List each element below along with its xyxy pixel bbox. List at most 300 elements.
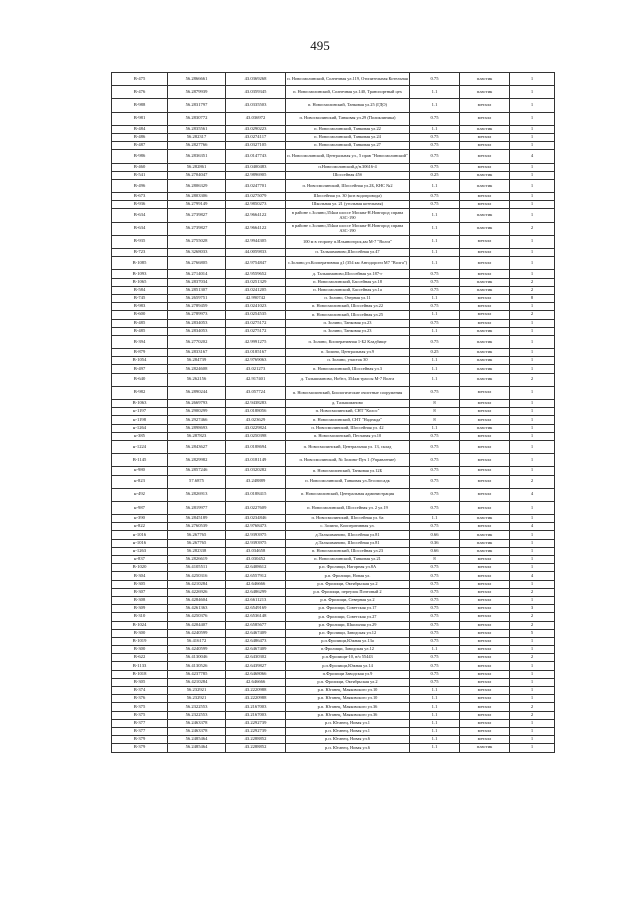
material-cell: металл [460, 386, 510, 399]
table-row [112, 670, 555, 678]
address-cell: п. Золино, Танковая ул.23 [286, 327, 410, 335]
volume-cell: 0.36 [410, 539, 460, 547]
table-row [112, 711, 555, 719]
material-cell: пластик [460, 335, 510, 348]
latitude-cell: 56.4210284 [168, 580, 226, 588]
table-row [112, 86, 555, 99]
material-cell: пластик [460, 531, 510, 539]
table-row [112, 179, 555, 192]
table-row [112, 654, 555, 662]
material-cell: пластик [460, 539, 510, 547]
latitude-cell: 56.2826619 [168, 556, 226, 564]
count-cell: 8 [510, 294, 555, 302]
count-cell: 1 [510, 319, 555, 327]
site-id-cell: н-822 [112, 523, 168, 531]
address-cell: р.п.Фролищи,Южная ул.14 [286, 662, 410, 670]
address-cell: п. Новосмолинский, Танковая ул.Лесопосадк [286, 475, 410, 488]
address-cell: п. Новосмолинский, СНТ "Надежда" [286, 416, 410, 424]
material-cell: металл [460, 150, 510, 163]
table-row [112, 408, 555, 416]
table-row [112, 629, 555, 637]
table-row [112, 171, 555, 179]
count-cell: 1 [510, 454, 555, 467]
table-row [112, 662, 555, 670]
longitude-cell: 42.9559652 [226, 270, 286, 278]
site-id-cell: В-634 [112, 222, 168, 235]
site-id-cell: В-374 [112, 687, 168, 695]
longitude-cell: 43.0234846 [226, 515, 286, 523]
address-cell: п. Новосмолинский, Центральная ул. 13, склад [286, 440, 410, 453]
longitude-cell: 43.0188056 [226, 408, 286, 416]
volume-cell: 0.75 [410, 678, 460, 686]
address-cell: р.п. Фролищи, Советская ул.27 [286, 613, 410, 621]
count-cell: 3 [510, 605, 555, 613]
latitude-cell: 56.2857246 [168, 467, 226, 475]
table-row [112, 163, 555, 171]
site-id-cell: н-987 [112, 501, 168, 514]
count-cell: 1 [510, 547, 555, 555]
longitude-cell: 43.248889 [226, 475, 286, 488]
volume-cell: 0.75 [410, 523, 460, 531]
latitude-cell: 56.4204407 [168, 621, 226, 629]
volume-cell: 0.75 [410, 629, 460, 637]
address-cell: п. Новосмолинский, Танковая ул.12Б [286, 467, 410, 475]
table-row [112, 736, 555, 744]
volume-cell: 0.75 [410, 112, 460, 125]
volume-cell: 1.1 [410, 209, 460, 222]
volume-cell: 0.75 [410, 564, 460, 572]
latitude-cell: 56.2739827 [168, 222, 226, 235]
count-cell: 1 [510, 736, 555, 744]
latitude-cell: 56.2806329 [168, 179, 226, 192]
address-cell: п. Новосмолинский, СНТ "Колос" [286, 408, 410, 416]
site-id-cell: В-634 [112, 209, 168, 222]
material-cell: металл [460, 687, 510, 695]
volume-cell: 1.1 [410, 744, 460, 752]
latitude-cell: 56.2830772 [168, 112, 226, 125]
table-row [112, 125, 555, 133]
longitude-cell: 42.6408612 [226, 564, 286, 572]
address-cell: р.п. Фролищи, Школьная ул.29 [286, 621, 410, 629]
count-cell: 5 [510, 629, 555, 637]
count-cell: 1 [510, 99, 555, 112]
material-cell: металл [460, 303, 510, 311]
volume-cell: 0.75 [410, 432, 460, 440]
count-cell: 1 [510, 386, 555, 399]
longitude-cell: 43.0241205 [226, 286, 286, 294]
table-row [112, 327, 555, 335]
address-cell: п. Новосмолинский, Солнечная ул.140, Транспортный цех [286, 86, 410, 99]
site-id-cell: В-584 [112, 286, 168, 294]
table-row [112, 501, 555, 514]
volume-cell: 0.75 [410, 596, 460, 604]
longitude-cell: 42.9754847 [226, 257, 286, 270]
material-cell: металл [460, 523, 510, 531]
count-cell: 2 [510, 621, 555, 629]
latitude-cell: 56.282317 [168, 133, 226, 141]
volume-cell: 0.75 [410, 133, 460, 141]
count-cell: 1 [510, 171, 555, 179]
address-cell: п. Новосмолинский, Танковая ул.24 [286, 133, 410, 141]
site-id-cell: В-496 [112, 179, 168, 192]
latitude-cell: 56.2879939 [168, 86, 226, 99]
address-cell: р.п. Фролищи, Октябрьская ул.2 [286, 580, 410, 588]
material-cell: металл [460, 662, 510, 670]
volume-cell: 1.1 [410, 257, 460, 270]
longitude-cell: 42.6557912 [226, 572, 286, 580]
latitude-cell: 56.3268033 [168, 249, 226, 257]
address-cell: п.Новосмолинский,д/н.30616-4 [286, 163, 410, 171]
latitude-cell: 56.2789459 [168, 303, 226, 311]
address-cell: р.п. Юганец, Маяковского ул.10 [286, 687, 410, 695]
table-row [112, 73, 555, 86]
latitude-cell: 56.2766805 [168, 257, 226, 270]
site-id-cell: В-1093 [112, 270, 168, 278]
latitude-cell: 56.2834053 [168, 319, 226, 327]
longitude-cell: 43.0320282 [226, 467, 286, 475]
longitude-cell: 43.0274117 [226, 133, 286, 141]
table-row [112, 539, 555, 547]
volume-cell: 8 [410, 400, 460, 408]
latitude-cell: 56.2463378 [168, 719, 226, 727]
table-row [112, 454, 555, 467]
site-id-cell: В-497 [112, 365, 168, 373]
count-cell: 1 [510, 556, 555, 564]
material-cell: металл [460, 163, 510, 171]
longitude-cell: 43.0290223 [226, 125, 286, 133]
volume-cell: 1.1 [410, 695, 460, 703]
site-id-cell: В-376 [112, 695, 168, 703]
address-cell: д. Талышманово,Шоссейная ул.187-г [286, 270, 410, 278]
material-cell: металл [460, 580, 510, 588]
address-cell: п. Новосмолинский, Шоссейная ул.3 [286, 365, 410, 373]
material-cell: пластик [460, 744, 510, 752]
count-cell: 1 [510, 349, 555, 357]
volume-cell: 0.66 [410, 531, 460, 539]
volume-cell: 0.75 [410, 621, 460, 629]
volume-cell: 1.1 [410, 249, 460, 257]
address-cell: р.п. Юганец, Маяковского ул.10 [286, 695, 410, 703]
longitude-cell: 42.9769063 [226, 357, 286, 365]
volume-cell: 1.1 [410, 357, 460, 365]
volume-cell: 0.75 [410, 488, 460, 501]
table-row [112, 727, 555, 735]
address-cell: д. Талышманово, Нобел, 354км трассы М-7 Волга [286, 373, 410, 386]
table-row [112, 201, 555, 209]
latitude-cell: 56.2898693 [168, 424, 226, 432]
table-row [112, 637, 555, 645]
material-cell: металл [460, 556, 510, 564]
site-id-cell: В-986 [112, 150, 168, 163]
site-id-cell: В-487 [112, 142, 168, 150]
site-id-cell: В-673 [112, 193, 168, 201]
volume-cell: 0.75 [410, 163, 460, 171]
volume-cell: 1.1 [410, 235, 460, 248]
site-id-cell: В-600 [112, 311, 168, 319]
address-cell: р.п. Юганец, Новая ул.1 [286, 727, 410, 735]
material-cell: металл [460, 454, 510, 467]
latitude-cell: 56.4240599 [168, 629, 226, 637]
count-cell: 1 [510, 303, 555, 311]
table-row [112, 209, 555, 222]
site-id-cell: В-377 [112, 719, 168, 727]
site-id-cell: В-1085 [112, 257, 168, 270]
material-cell: пластик [460, 515, 510, 523]
material-cell: металл [460, 605, 510, 613]
table-row [112, 133, 555, 141]
table-row [112, 311, 555, 319]
address-cell: п. Новосмолинский, Шоссейная ул. 6а [286, 515, 410, 523]
count-cell: 1 [510, 727, 555, 735]
material-cell: металл [460, 408, 510, 416]
longitude-cell: 43.0251329 [226, 278, 286, 286]
table-row [112, 695, 555, 703]
volume-cell: 0.75 [410, 588, 460, 596]
latitude-cell: 56.2834053 [168, 327, 226, 335]
material-cell: металл [460, 703, 510, 711]
address-cell: п. Новосмолинский, Шоссейная ул. 2 ул.19 [286, 501, 410, 514]
site-id-cell: В-1133 [112, 662, 168, 670]
address-cell: п. Золино, Танковая ул.23 [286, 319, 410, 327]
site-id-cell: В-308 [112, 596, 168, 604]
address-cell: п. Новосмолинский, Шоссейная ул.25 [286, 311, 410, 319]
longitude-cell: 43.2220988 [226, 695, 286, 703]
table-row [112, 467, 555, 475]
material-cell: металл [460, 319, 510, 327]
site-id-cell: н-1264 [112, 424, 168, 432]
site-id-cell: В-305 [112, 580, 168, 588]
table-row [112, 744, 555, 752]
table-row [112, 531, 555, 539]
longitude-cell: 43.0227609 [226, 501, 286, 514]
count-cell: 1 [510, 580, 555, 588]
count-cell: 1 [510, 637, 555, 645]
address-cell: в районе с.Золино,354км шоссе Москва-Н.Новгород справа АЗС-190 [286, 209, 410, 222]
count-cell: 1 [510, 416, 555, 424]
site-id-cell: В-745 [112, 294, 168, 302]
material-cell: металл [460, 294, 510, 302]
material-cell: металл [460, 654, 510, 662]
longitude-cell: 42.9393975 [226, 539, 286, 547]
count-cell: 1 [510, 719, 555, 727]
table-row [112, 416, 555, 424]
latitude-cell: 56.4250376 [168, 613, 226, 621]
site-id-cell: В-486 [112, 133, 168, 141]
material-cell: пластик [460, 373, 510, 386]
latitude-cell: 56.2866661 [168, 73, 226, 86]
address-cell: п. Новосмолинский, Танковая ул.29 (Поликлиника) [286, 112, 410, 125]
material-cell: металл [460, 678, 510, 686]
table-row [112, 386, 555, 399]
site-id-cell: В-1145 [112, 454, 168, 467]
table-row [112, 588, 555, 596]
latitude-cell: 56.262156 [168, 373, 226, 386]
address-cell: п. Новосмолинский, Солнечная ул.119, Отопительная Котельная [286, 73, 410, 86]
volume-cell: 0.75 [410, 286, 460, 294]
site-id-cell: н-980 [112, 467, 168, 475]
table-row [112, 687, 555, 695]
longitude-cell: 42.646666 [226, 678, 286, 686]
table-row [112, 432, 555, 440]
latitude-cell: 56.2927466 [168, 416, 226, 424]
material-cell: пластик [460, 179, 510, 192]
latitude-cell: 56.282861 [168, 163, 226, 171]
address-cell: р.п. Юганец, Маяковского ул.36 [286, 711, 410, 719]
volume-cell: 1.1 [410, 179, 460, 192]
latitude-cell: 56.4284604 [168, 596, 226, 604]
count-cell: 1 [510, 133, 555, 141]
latitude-cell: 56.416172 [168, 637, 226, 645]
material-cell: пластик [460, 424, 510, 432]
site-id-cell: В-300 [112, 629, 168, 637]
table-row [112, 303, 555, 311]
longitude-cell: 43.0275079 [226, 193, 286, 201]
longitude-cell: 43.0327105 [226, 142, 286, 150]
table-row [112, 99, 555, 112]
longitude-cell: 44.0059833 [226, 249, 286, 257]
count-cell: 2 [510, 278, 555, 286]
material-cell: металл [460, 501, 510, 514]
count-cell: 1 [510, 327, 555, 335]
address-cell: р.п. Юганец, Новая ул.6 [286, 736, 410, 744]
material-cell: металл [460, 235, 510, 248]
material-cell: металл [460, 564, 510, 572]
address-cell: п. Новосмолинский, Песчаная ул.10 [286, 432, 410, 440]
site-id-cell: н-390 [112, 515, 168, 523]
longitude-cell: 43.2292739 [226, 719, 286, 727]
address-cell: п. Новосмолинский, Центральная администрация [286, 488, 410, 501]
count-cell: 2 [510, 711, 555, 719]
table-row [112, 278, 555, 286]
volume-cell: 1.1 [410, 424, 460, 432]
site-id-cell: В-310 [112, 613, 168, 621]
material-cell: пластик [460, 349, 510, 357]
count-cell: 2 [510, 311, 555, 319]
longitude-cell: 42.6611213 [226, 596, 286, 604]
longitude-cell: 43.2167003 [226, 711, 286, 719]
volume-cell: 0.75 [410, 150, 460, 163]
site-id-cell: В-1024 [112, 621, 168, 629]
longitude-cell: 42.990742 [226, 294, 286, 302]
material-cell: металл [460, 613, 510, 621]
address-cell: д.Талышманово, Шоссейная ул.81 [286, 539, 410, 547]
latitude-cell: 56.4130526 [168, 662, 226, 670]
count-cell: 1 [510, 193, 555, 201]
longitude-cell: 43.0181149 [226, 454, 286, 467]
site-id-cell: н-1016 [112, 531, 168, 539]
material-cell: пластик [460, 547, 510, 555]
table-row [112, 703, 555, 711]
address-cell: п. Новосмолинский, Танковая ул.27 [286, 142, 410, 150]
count-cell: 4 [510, 523, 555, 531]
count-cell: 4 [510, 572, 555, 580]
longitude-cell: 43.0250398 [226, 432, 286, 440]
count-cell: 1 [510, 531, 555, 539]
table-row [112, 475, 555, 488]
address-cell: п. Новосмолинский, Танковая ул.25 (ГДО) [286, 99, 410, 112]
material-cell: пластик [460, 357, 510, 365]
table-row [112, 621, 555, 629]
latitude-cell: 56.284739 [168, 357, 226, 365]
longitude-cell: 42.6467409 [226, 646, 286, 654]
table-row [112, 193, 555, 201]
longitude-cell: 43.2167003 [226, 703, 286, 711]
address-cell: п. Золино, Центральная ул.9 [286, 349, 410, 357]
table-row [112, 222, 555, 235]
latitude-cell: 56.4240599 [168, 646, 226, 654]
latitude-cell: 56.2669793 [168, 400, 226, 408]
site-id-cell: В-460 [112, 163, 168, 171]
material-cell: металл [460, 596, 510, 604]
volume-cell: 0.75 [410, 467, 460, 475]
address-cell: п.Фролищи, Заводская ул.12 [286, 646, 410, 654]
latitude-cell: 56.2851307 [168, 286, 226, 294]
table-row [112, 564, 555, 572]
latitude-cell: 56.2829982 [168, 454, 226, 467]
volume-cell: 0.75 [410, 270, 460, 278]
table-row [112, 400, 555, 408]
material-cell: металл [460, 588, 510, 596]
material-cell: металл [460, 257, 510, 270]
site-id-cell: В-485 [112, 327, 168, 335]
latitude-cell: 56.2789973 [168, 311, 226, 319]
volume-cell: 0.75 [410, 670, 460, 678]
volume-cell: 1.1 [410, 711, 460, 719]
latitude-cell: 56.2843627 [168, 440, 226, 453]
count-cell: 1 [510, 424, 555, 432]
count-cell: 1 [510, 440, 555, 453]
address-cell: п. Новосмолинский, Шоссейная ул. 42 [286, 424, 410, 432]
material-cell: металл [460, 432, 510, 440]
volume-cell: 0.75 [410, 501, 460, 514]
volume-cell: 1.1 [410, 646, 460, 654]
site-id-cell: В-541 [112, 171, 168, 179]
site-id-cell: В-484 [112, 125, 168, 133]
volume-cell: 1.1 [410, 125, 460, 133]
address-cell: п. Новосмолинский, Бассейная ул.18 [286, 278, 410, 286]
material-cell: металл [460, 467, 510, 475]
latitude-cell: 56.4226926 [168, 588, 226, 596]
material-cell: металл [460, 133, 510, 141]
address-cell: 100 м в сторону п.Ильиногорск,км М-7 "Волга" [286, 235, 410, 248]
longitude-cell: 42.6486299 [226, 588, 286, 596]
material-cell: металл [460, 621, 510, 629]
site-id-cell: В-723 [112, 249, 168, 257]
site-id-cell: В-300 [112, 646, 168, 654]
site-id-cell: В-935 [112, 235, 168, 248]
count-cell: 1 [510, 163, 555, 171]
latitude-cell: 56.2760539 [168, 523, 226, 531]
count-cell: 1 [510, 357, 555, 365]
latitude-cell: 56.2835561 [168, 125, 226, 133]
material-cell: пластик [460, 73, 510, 86]
address-cell: р.п. Фролищи, Северная ул.2 [286, 596, 410, 604]
table-row [112, 572, 555, 580]
table-row [112, 294, 555, 302]
material-cell: пластик [460, 125, 510, 133]
material-cell: пластик [460, 365, 510, 373]
longitude-cell: 43.0254535 [226, 311, 286, 319]
count-cell: 4 [510, 488, 555, 501]
volume-cell: 8 [410, 416, 460, 424]
site-id-cell: В-485 [112, 319, 168, 327]
longitude-cell: 42.917401 [226, 373, 286, 386]
volume-cell: 1.1 [410, 86, 460, 99]
material-cell: металл [460, 440, 510, 453]
longitude-cell: 43.0359345 [226, 86, 286, 99]
longitude-cell: 42.6468066 [226, 670, 286, 678]
latitude-cell: 56.232921 [168, 687, 226, 695]
